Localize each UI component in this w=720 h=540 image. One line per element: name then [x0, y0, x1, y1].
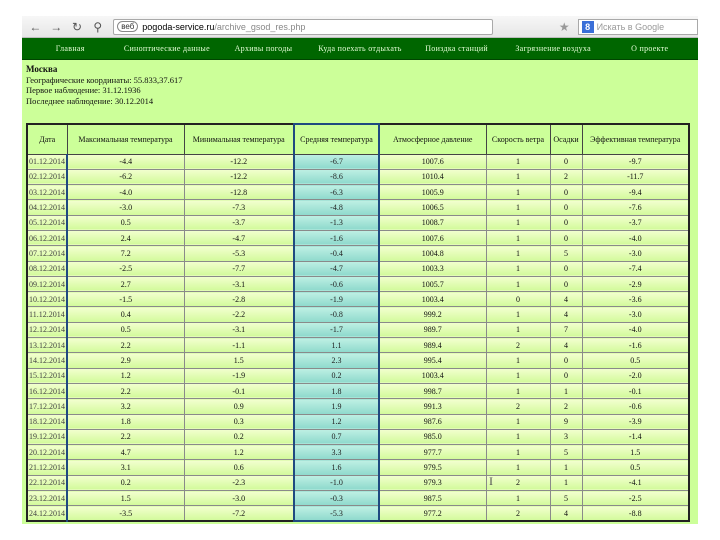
cell-min-temp: -3.0 — [184, 491, 294, 506]
cell-precip: 1 — [550, 383, 582, 398]
cell-avg-temp: 1.9 — [294, 399, 379, 414]
cell-precip: 2 — [550, 169, 582, 184]
key-icon[interactable]: ⚲ — [93, 19, 103, 34]
cell-effective-temp: -1.6 — [582, 338, 689, 353]
cell-effective-temp: -0.1 — [582, 383, 689, 398]
cell-date: 09.12.2014 — [27, 276, 67, 291]
cell-min-temp: -2.3 — [184, 475, 294, 490]
cell-pressure: 991.3 — [379, 399, 486, 414]
cell-precip: 5 — [550, 246, 582, 261]
cell-avg-temp: 3.3 — [294, 445, 379, 460]
url-host: pogoda-service.ru — [142, 21, 215, 32]
cell-min-temp: 0.9 — [184, 399, 294, 414]
table-header-row — [27, 124, 689, 154]
browser-toolbar — [22, 16, 698, 38]
cell-avg-temp: 1.8 — [294, 383, 379, 398]
col-header-precip: Осадки — [550, 124, 582, 154]
cell-pressure: 987.5 — [379, 491, 486, 506]
table-row — [27, 460, 689, 475]
cell-date: 01.12.2014 — [27, 154, 67, 169]
cell-date: 13.12.2014 — [27, 338, 67, 353]
cell-max-temp: 2.4 — [67, 230, 184, 245]
table-row — [27, 429, 689, 444]
table-row — [27, 491, 689, 506]
cell-max-temp: -3.5 — [67, 506, 184, 521]
cell-min-temp: -12.8 — [184, 185, 294, 200]
cell-max-temp: 2.2 — [67, 429, 184, 444]
cell-min-temp: 1.5 — [184, 353, 294, 368]
cell-wind: 1 — [486, 445, 550, 460]
cell-min-temp: -7.2 — [184, 506, 294, 521]
cell-effective-temp: 0.5 — [582, 460, 689, 475]
cell-effective-temp: -3.7 — [582, 215, 689, 230]
table-row — [27, 169, 689, 184]
cell-avg-temp: -6.7 — [294, 154, 379, 169]
address-bar[interactable] — [113, 19, 493, 35]
cell-date: 15.12.2014 — [27, 368, 67, 383]
cell-wind: 1 — [486, 261, 550, 276]
cell-max-temp: -4.4 — [67, 154, 184, 169]
table-row — [27, 230, 689, 245]
cell-max-temp: -3.0 — [67, 200, 184, 215]
cell-wind: 2 — [486, 338, 550, 353]
cell-min-temp: -7.3 — [184, 200, 294, 215]
cell-precip: 0 — [550, 261, 582, 276]
table-row — [27, 506, 689, 521]
cell-wind: 2 — [486, 475, 550, 490]
table-row — [27, 338, 689, 353]
cell-date: 02.12.2014 — [27, 169, 67, 184]
col-header-min-temp: Минимальная температура — [184, 124, 294, 154]
cell-pressure: 979.5 — [379, 460, 486, 475]
cell-effective-temp: -4.0 — [582, 230, 689, 245]
cell-effective-temp: -8.8 — [582, 506, 689, 521]
cell-pressure: 1010.4 — [379, 169, 486, 184]
cell-effective-temp: 0.5 — [582, 353, 689, 368]
cell-effective-temp: -11.7 — [582, 169, 689, 184]
cell-avg-temp: -1.7 — [294, 322, 379, 337]
cell-avg-temp: -1.0 — [294, 475, 379, 490]
table-row — [27, 246, 689, 261]
cell-pressure: 985.0 — [379, 429, 486, 444]
cell-min-temp: 1.2 — [184, 445, 294, 460]
cell-avg-temp: -1.3 — [294, 215, 379, 230]
cell-effective-temp: -3.9 — [582, 414, 689, 429]
cell-avg-temp: 1.2 — [294, 414, 379, 429]
cell-date: 20.12.2014 — [27, 445, 67, 460]
cell-wind: 1 — [486, 230, 550, 245]
cell-max-temp: 3.1 — [67, 460, 184, 475]
cell-precip: 3 — [550, 429, 582, 444]
cell-wind: 1 — [486, 383, 550, 398]
cell-precip: 4 — [550, 506, 582, 521]
menu-item-home[interactable]: Главная — [55, 43, 85, 53]
cell-max-temp: 2.2 — [67, 383, 184, 398]
cell-date: 24.12.2014 — [27, 506, 67, 521]
cell-min-temp: -12.2 — [184, 169, 294, 184]
cell-wind: 0 — [486, 292, 550, 307]
cell-avg-temp: 1.6 — [294, 460, 379, 475]
table-row — [27, 322, 689, 337]
cell-max-temp: 1.5 — [67, 491, 184, 506]
reload-icon[interactable]: ↻ — [71, 19, 83, 34]
cell-date: 04.12.2014 — [27, 200, 67, 215]
cell-date: 16.12.2014 — [27, 383, 67, 398]
cell-precip: 7 — [550, 322, 582, 337]
table-row — [27, 353, 689, 368]
cell-pressure: 1003.3 — [379, 261, 486, 276]
cell-effective-temp: -3.0 — [582, 246, 689, 261]
cell-avg-temp: -4.7 — [294, 261, 379, 276]
cell-min-temp: -7.7 — [184, 261, 294, 276]
cell-precip: 4 — [550, 338, 582, 353]
cell-effective-temp: -7.4 — [582, 261, 689, 276]
main-menu — [22, 38, 698, 60]
cell-date: 17.12.2014 — [27, 399, 67, 414]
cell-wind: 2 — [486, 399, 550, 414]
cell-wind: 1 — [486, 200, 550, 215]
cell-min-temp: -1.1 — [184, 338, 294, 353]
cell-precip: 0 — [550, 353, 582, 368]
cell-pressure: 1003.4 — [379, 292, 486, 307]
cell-precip: 1 — [550, 460, 582, 475]
col-header-max-temp: Максимальная температура — [67, 124, 184, 154]
cell-wind: 2 — [486, 506, 550, 521]
cell-min-temp: -1.9 — [184, 368, 294, 383]
cell-pressure: 989.4 — [379, 338, 486, 353]
search-box[interactable] — [578, 19, 698, 35]
cell-date: 14.12.2014 — [27, 353, 67, 368]
cell-pressure: 977.7 — [379, 445, 486, 460]
table-row — [27, 185, 689, 200]
cell-date: 03.12.2014 — [27, 185, 67, 200]
cell-max-temp: 0.4 — [67, 307, 184, 322]
cell-precip: 2 — [550, 399, 582, 414]
cell-min-temp: -3.7 — [184, 215, 294, 230]
table-row — [27, 445, 689, 460]
table-row — [27, 200, 689, 215]
table-row — [27, 215, 689, 230]
cell-max-temp: 2.9 — [67, 353, 184, 368]
cell-avg-temp: -0.6 — [294, 276, 379, 291]
cell-pressure: 1008.7 — [379, 215, 486, 230]
cell-date: 07.12.2014 — [27, 246, 67, 261]
weather-table — [26, 123, 690, 522]
cell-date: 21.12.2014 — [27, 460, 67, 475]
cell-max-temp: 1.2 — [67, 368, 184, 383]
site-identity-badge[interactable]: веб — [117, 21, 138, 32]
table-row — [27, 292, 689, 307]
cell-date: 12.12.2014 — [27, 322, 67, 337]
cell-avg-temp: 2.3 — [294, 353, 379, 368]
cell-date: 19.12.2014 — [27, 429, 67, 444]
cell-max-temp: 4.7 — [67, 445, 184, 460]
cell-effective-temp: -4.0 — [582, 322, 689, 337]
cell-max-temp: -2.5 — [67, 261, 184, 276]
cell-date: 06.12.2014 — [27, 230, 67, 245]
cell-effective-temp: 1.5 — [582, 445, 689, 460]
menu-item-archive[interactable]: Архивы погоды — [234, 43, 293, 53]
cell-precip: 0 — [550, 215, 582, 230]
col-header-pressure: Атмосферное давление — [379, 124, 486, 154]
cell-max-temp: 0.5 — [67, 215, 184, 230]
cell-min-temp: -4.7 — [184, 230, 294, 245]
city-name: Москва — [26, 64, 58, 74]
coordinates-text: Географические координаты: 55.833,37.617 — [26, 74, 183, 85]
cell-effective-temp: -2.9 — [582, 276, 689, 291]
cell-pressure: 1007.6 — [379, 230, 486, 245]
cell-wind: 1 — [486, 414, 550, 429]
cell-effective-temp: -9.7 — [582, 154, 689, 169]
cell-precip: 5 — [550, 445, 582, 460]
cell-wind: 1 — [486, 353, 550, 368]
cell-wind: 1 — [486, 322, 550, 337]
cell-avg-temp: -6.3 — [294, 185, 379, 200]
cell-avg-temp: -8.6 — [294, 169, 379, 184]
col-header-avg-temp: Средняя температура — [294, 124, 379, 154]
site-page — [22, 38, 698, 524]
cell-max-temp: 0.2 — [67, 475, 184, 490]
cell-precip: 0 — [550, 276, 582, 291]
menu-item-pollution[interactable]: Загрязнение воздуха — [515, 43, 591, 53]
cell-avg-temp: -1.6 — [294, 230, 379, 245]
cell-wind: 1 — [486, 215, 550, 230]
table-body — [27, 154, 689, 521]
cell-min-temp: -12.2 — [184, 154, 294, 169]
cell-pressure: 1003.4 — [379, 368, 486, 383]
cell-date: 08.12.2014 — [27, 261, 67, 276]
cell-effective-temp: -7.6 — [582, 200, 689, 215]
weather-table-container — [26, 123, 690, 522]
cell-precip: 0 — [550, 154, 582, 169]
cell-precip: 1 — [550, 475, 582, 490]
col-header-effective-temp: Эффективная температура — [582, 124, 689, 154]
cell-min-temp: -3.1 — [184, 276, 294, 291]
last-observation: Последнее наблюдение: 30.12.2014 — [26, 95, 154, 106]
cell-max-temp: 3.2 — [67, 399, 184, 414]
table-row — [27, 307, 689, 322]
cell-avg-temp: 1.1 — [294, 338, 379, 353]
cell-avg-temp: -5.3 — [294, 506, 379, 521]
cell-max-temp: -6.2 — [67, 169, 184, 184]
cell-precip: 0 — [550, 230, 582, 245]
cell-effective-temp: -3.6 — [582, 292, 689, 307]
cell-min-temp: -2.8 — [184, 292, 294, 307]
table-row — [27, 414, 689, 429]
cell-avg-temp: -0.3 — [294, 491, 379, 506]
cell-pressure: 977.2 — [379, 506, 486, 521]
cell-wind: 1 — [486, 491, 550, 506]
google-icon[interactable]: 8 — [582, 21, 594, 33]
cell-wind: 1 — [486, 368, 550, 383]
cell-avg-temp: -0.4 — [294, 246, 379, 261]
cell-avg-temp: 0.2 — [294, 368, 379, 383]
back-arrow-icon[interactable]: ← — [29, 19, 42, 34]
cell-effective-temp: -2.0 — [582, 368, 689, 383]
cell-avg-temp: -4.8 — [294, 200, 379, 215]
cell-effective-temp: -3.0 — [582, 307, 689, 322]
cell-pressure: 999.2 — [379, 307, 486, 322]
cell-wind: 1 — [486, 154, 550, 169]
cell-effective-temp: -0.6 — [582, 399, 689, 414]
cell-max-temp: 2.7 — [67, 276, 184, 291]
cell-max-temp: 7.2 — [67, 246, 184, 261]
cell-effective-temp: -9.4 — [582, 185, 689, 200]
cell-pressure: 1005.7 — [379, 276, 486, 291]
table-row — [27, 475, 689, 490]
cell-date: 23.12.2014 — [27, 491, 67, 506]
cell-min-temp: -0.1 — [184, 383, 294, 398]
forward-arrow-icon[interactable]: → — [50, 19, 63, 34]
cell-min-temp: 0.6 — [184, 460, 294, 475]
cell-precip: 5 — [550, 491, 582, 506]
cell-precip: 0 — [550, 185, 582, 200]
cell-date: 18.12.2014 — [27, 414, 67, 429]
cell-pressure: 989.7 — [379, 322, 486, 337]
cell-wind: 1 — [486, 429, 550, 444]
cell-pressure: 998.7 — [379, 383, 486, 398]
cell-pressure: 979.3 — [379, 475, 486, 490]
cell-pressure: 1004.8 — [379, 246, 486, 261]
cell-pressure: 1007.6 — [379, 154, 486, 169]
cell-date: 05.12.2014 — [27, 215, 67, 230]
text-cursor-icon: I — [489, 474, 493, 488]
cell-min-temp: -2.2 — [184, 307, 294, 322]
col-header-wind: Скорость ветра — [486, 124, 550, 154]
cell-avg-temp: 0.7 — [294, 429, 379, 444]
cell-max-temp: 2.2 — [67, 338, 184, 353]
cell-min-temp: -5.3 — [184, 246, 294, 261]
cell-max-temp: 1.8 — [67, 414, 184, 429]
cell-pressure: 987.6 — [379, 414, 486, 429]
cell-max-temp: 0.5 — [67, 322, 184, 337]
url-path: /archive_gsod_res.php — [214, 21, 306, 32]
station-info — [22, 60, 698, 106]
cell-pressure: 995.4 — [379, 353, 486, 368]
cell-date: 10.12.2014 — [27, 292, 67, 307]
cell-wind: 1 — [486, 460, 550, 475]
col-header-date: Дата — [27, 124, 67, 154]
cell-pressure: 1006.5 — [379, 200, 486, 215]
cell-precip: 9 — [550, 414, 582, 429]
table-row — [27, 261, 689, 276]
cell-date: 11.12.2014 — [27, 307, 67, 322]
cell-precip: 0 — [550, 200, 582, 215]
menu-item-stations[interactable]: Поиздка станций — [425, 43, 488, 53]
search-placeholder: Искать в Google — [596, 21, 665, 32]
menu-item-travel[interactable]: Куда поехать отдыхать — [318, 43, 402, 53]
cell-wind: 1 — [486, 185, 550, 200]
cell-min-temp: 0.3 — [184, 414, 294, 429]
table-row — [27, 276, 689, 291]
first-observation: Первое наблюдение: 31.12.1936 — [26, 85, 141, 95]
cell-wind: 1 — [486, 169, 550, 184]
menu-item-synoptic[interactable]: Синоптические данные — [123, 43, 210, 53]
cell-max-temp: -1.5 — [67, 292, 184, 307]
cell-precip: 4 — [550, 307, 582, 322]
cell-wind: 1 — [486, 307, 550, 322]
cell-effective-temp: -4.1 — [582, 475, 689, 490]
cell-effective-temp: -2.5 — [582, 491, 689, 506]
menu-item-about[interactable]: О проекте — [631, 43, 669, 53]
table-row — [27, 154, 689, 169]
cell-effective-temp: -1.4 — [582, 429, 689, 444]
cell-avg-temp: -0.8 — [294, 307, 379, 322]
cell-wind: 1 — [486, 276, 550, 291]
cell-date: 22.12.2014 — [27, 475, 67, 490]
cell-wind: 1 — [486, 246, 550, 261]
cell-precip: 4 — [550, 292, 582, 307]
table-row — [27, 383, 689, 398]
cell-min-temp: -3.1 — [184, 322, 294, 337]
bookmark-star-icon[interactable]: ★ — [558, 19, 570, 34]
table-row — [27, 399, 689, 414]
cell-avg-temp: -1.9 — [294, 292, 379, 307]
cell-precip: 0 — [550, 368, 582, 383]
cell-pressure: 1005.9 — [379, 185, 486, 200]
cell-min-temp: 0.2 — [184, 429, 294, 444]
table-row — [27, 368, 689, 383]
cell-max-temp: -4.0 — [67, 185, 184, 200]
